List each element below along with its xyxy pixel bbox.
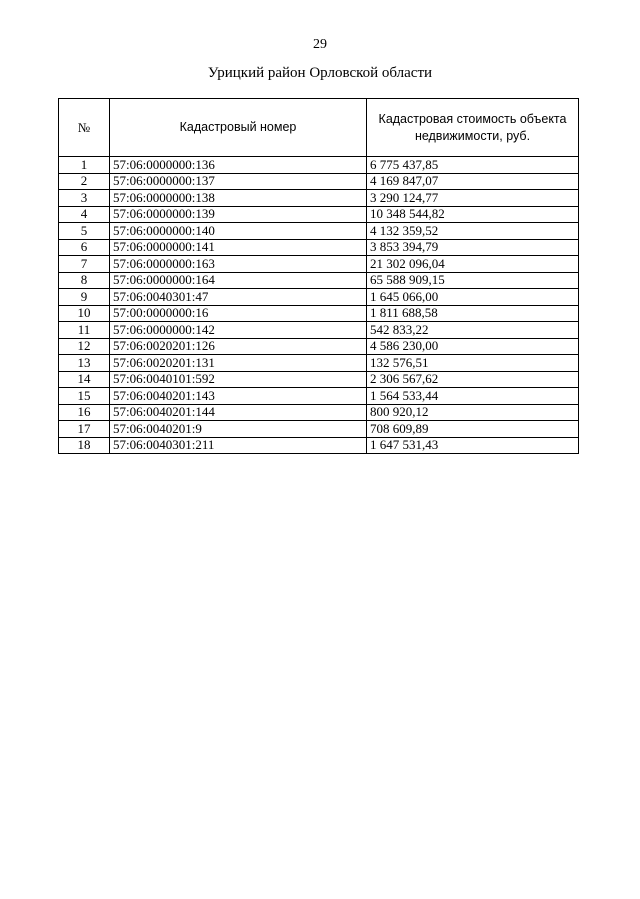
row-number-cell: 12 bbox=[59, 338, 110, 355]
table-row bbox=[59, 355, 579, 372]
cadastral-number-cell: 57:06:0040201:9 bbox=[110, 421, 367, 438]
cadastral-value-cell: 4 586 230,00 bbox=[367, 338, 579, 355]
cadastral-value-cell: 1 564 533,44 bbox=[367, 388, 579, 405]
cadastral-number-cell: 57:06:0000000:164 bbox=[110, 272, 367, 289]
row-number-cell: 7 bbox=[59, 256, 110, 273]
table-row bbox=[59, 388, 579, 405]
cadastral-value-cell: 1 645 066,00 bbox=[367, 289, 579, 306]
cadastral-number-cell: 57:00:0000000:16 bbox=[110, 305, 367, 322]
cadastral-number-cell: 57:06:0000000:138 bbox=[110, 190, 367, 207]
table-row bbox=[59, 239, 579, 256]
cadastral-value-cell: 65 588 909,15 bbox=[367, 272, 579, 289]
cadastral-value-cell: 4 132 359,52 bbox=[367, 223, 579, 240]
page-number: 29 bbox=[313, 37, 327, 52]
table-row bbox=[59, 371, 579, 388]
table-row bbox=[59, 338, 579, 355]
cadastral-number-cell: 57:06:0000000:140 bbox=[110, 223, 367, 240]
cadastral-value-cell: 3 290 124,77 bbox=[367, 190, 579, 207]
cadastral-value-cell: 10 348 544,82 bbox=[367, 206, 579, 223]
row-number-cell: 14 bbox=[59, 371, 110, 388]
row-number-cell: 3 bbox=[59, 190, 110, 207]
row-number-cell: 6 bbox=[59, 239, 110, 256]
table-row bbox=[59, 223, 579, 240]
row-number-cell: 18 bbox=[59, 437, 110, 454]
table-row bbox=[59, 190, 579, 207]
cadastral-number-cell: 57:06:0000000:163 bbox=[110, 256, 367, 273]
cadastral-number-cell: 57:06:0040301:211 bbox=[110, 437, 367, 454]
cadastral-number-cell: 57:06:0040301:47 bbox=[110, 289, 367, 306]
table-header bbox=[59, 99, 579, 157]
row-number-cell: 17 bbox=[59, 421, 110, 438]
row-number-cell: 1 bbox=[59, 157, 110, 174]
cadastral-number-cell: 57:06:0040101:592 bbox=[110, 371, 367, 388]
row-number-cell: 9 bbox=[59, 289, 110, 306]
row-number-cell: 2 bbox=[59, 173, 110, 190]
table-row bbox=[59, 173, 579, 190]
table-row bbox=[59, 256, 579, 273]
cadastral-number-cell: 57:06:0040201:144 bbox=[110, 404, 367, 421]
row-number-cell: 8 bbox=[59, 272, 110, 289]
cadastral-value-cell: 542 833,22 bbox=[367, 322, 579, 339]
cadastral-value-cell: 1 647 531,43 bbox=[367, 437, 579, 454]
table-row bbox=[59, 206, 579, 223]
cadastral-value-cell: 3 853 394,79 bbox=[367, 239, 579, 256]
header-row bbox=[59, 99, 579, 157]
table-row bbox=[59, 289, 579, 306]
table-row bbox=[59, 157, 579, 174]
document-title: Урицкий район Орловской области bbox=[207, 65, 433, 81]
cadastral-number-cell: 57:06:0000000:142 bbox=[110, 322, 367, 339]
header-cadastral-value: Кадастровая стоимость объекта недвижимости, руб. bbox=[367, 99, 579, 157]
row-number-cell: 13 bbox=[59, 355, 110, 372]
header-cadastral-number: Кадастровый номер bbox=[110, 99, 367, 157]
row-number-cell: 10 bbox=[59, 305, 110, 322]
cadastral-value-cell: 6 775 437,85 bbox=[367, 157, 579, 174]
cadastral-value-cell: 1 811 688,58 bbox=[367, 305, 579, 322]
table-row bbox=[59, 421, 579, 438]
cadastral-value-cell: 800 920,12 bbox=[367, 404, 579, 421]
cadastral-number-cell: 57:06:0000000:141 bbox=[110, 239, 367, 256]
table-body bbox=[59, 157, 579, 454]
row-number-cell: 4 bbox=[59, 206, 110, 223]
cadastral-number-cell: 57:06:0040201:143 bbox=[110, 388, 367, 405]
cadastral-value-table bbox=[58, 98, 579, 454]
row-number-cell: 15 bbox=[59, 388, 110, 405]
table-row bbox=[59, 404, 579, 421]
cadastral-value-cell: 132 576,51 bbox=[367, 355, 579, 372]
cadastral-value-cell: 21 302 096,04 bbox=[367, 256, 579, 273]
cadastral-value-cell: 2 306 567,62 bbox=[367, 371, 579, 388]
table-row bbox=[59, 272, 579, 289]
cadastral-number-cell: 57:06:0020201:131 bbox=[110, 355, 367, 372]
table-row bbox=[59, 322, 579, 339]
row-number-cell: 5 bbox=[59, 223, 110, 240]
row-number-cell: 11 bbox=[59, 322, 110, 339]
cadastral-number-cell: 57:06:0000000:136 bbox=[110, 157, 367, 174]
cadastral-number-cell: 57:06:0000000:137 bbox=[110, 173, 367, 190]
table-row bbox=[59, 437, 579, 454]
table-row bbox=[59, 305, 579, 322]
cadastral-number-cell: 57:06:0020201:126 bbox=[110, 338, 367, 355]
header-number: № bbox=[59, 99, 110, 157]
row-number-cell: 16 bbox=[59, 404, 110, 421]
cadastral-value-cell: 4 169 847,07 bbox=[367, 173, 579, 190]
cadastral-number-cell: 57:06:0000000:139 bbox=[110, 206, 367, 223]
cadastral-value-cell: 708 609,89 bbox=[367, 421, 579, 438]
